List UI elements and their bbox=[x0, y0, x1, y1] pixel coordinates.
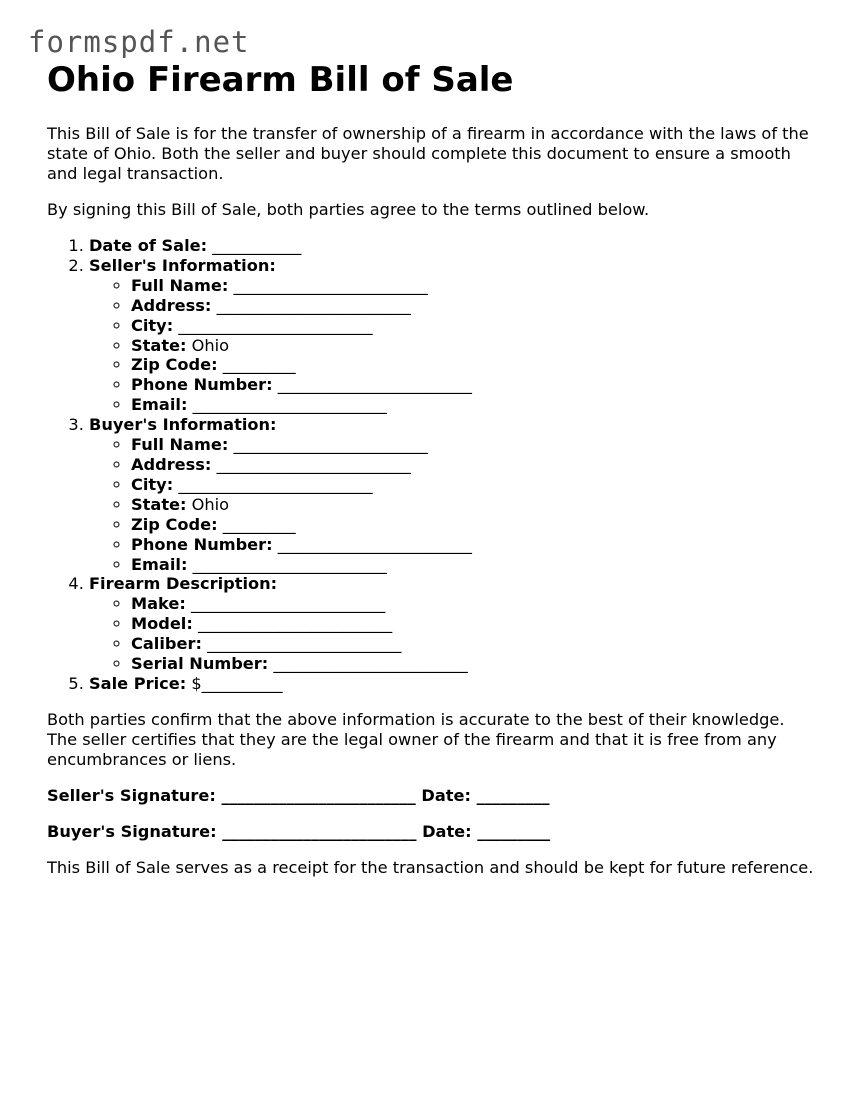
buyer-city-field[interactable]: ________________________ bbox=[178, 474, 373, 494]
buyer-zip bbox=[131, 515, 817, 535]
seller-full-name-field[interactable]: ________________________ bbox=[233, 275, 428, 295]
field-label: State: bbox=[131, 494, 187, 514]
watermark-logo: formspdf.net bbox=[28, 25, 250, 59]
buyer-info-heading: Buyer's Information: bbox=[89, 415, 277, 435]
closing-paragraph: This Bill of Sale serves as a receipt for the transaction and should be kept for future reference. bbox=[47, 857, 814, 877]
seller-address bbox=[131, 296, 817, 316]
field-label: Address: bbox=[131, 295, 212, 315]
firearm-model-field[interactable]: ________________________ bbox=[197, 614, 393, 634]
seller-info-heading: Seller's Information: bbox=[89, 255, 276, 275]
seller-signature-line bbox=[47, 786, 817, 806]
buyer-phone bbox=[131, 535, 817, 555]
field-label: Phone Number: bbox=[131, 375, 273, 395]
date-of-sale-field[interactable]: ___________ bbox=[212, 236, 302, 255]
field-label: Model: bbox=[131, 614, 193, 634]
buyer-address bbox=[131, 455, 817, 475]
firearm-caliber-field[interactable]: ________________________ bbox=[207, 634, 402, 654]
firearm-description-list bbox=[89, 594, 817, 674]
buyer-signature-label: Buyer's Signature: bbox=[47, 821, 217, 841]
buyer-city bbox=[131, 475, 817, 495]
sale-price-item bbox=[89, 674, 817, 694]
page-title: Ohio Firearm Bill of Sale bbox=[47, 60, 514, 100]
firearm-model bbox=[131, 614, 817, 634]
field-label: Make: bbox=[131, 594, 186, 614]
seller-signature-field[interactable]: ________________________ bbox=[221, 785, 416, 805]
intro-paragraph: This Bill of Sale is for the transfer of ownership of a firearm in accordance with the laws of the state of Ohio. Both the seller and buyer should complete this document to ensure a smooth and legal transaction. bbox=[47, 124, 809, 183]
field-label: Phone Number: bbox=[131, 534, 273, 554]
buyer-state bbox=[131, 495, 817, 515]
seller-phone bbox=[131, 375, 817, 395]
buyer-state-value: Ohio bbox=[191, 494, 230, 514]
buyer-zip-field[interactable]: _________ bbox=[222, 514, 296, 534]
buyer-full-name bbox=[131, 435, 817, 455]
seller-city bbox=[131, 316, 817, 336]
field-label: Address: bbox=[131, 454, 212, 474]
buyer-full-name-field[interactable]: ________________________ bbox=[233, 435, 428, 455]
field-label: Email: bbox=[131, 395, 188, 415]
field-label: Zip Code: bbox=[131, 514, 218, 534]
buyer-signature-field[interactable]: ________________________ bbox=[222, 821, 417, 841]
sale-price-label: Sale Price: bbox=[89, 673, 187, 693]
sale-price-field[interactable]: $__________ bbox=[191, 673, 283, 693]
field-label: Serial Number: bbox=[131, 654, 269, 674]
buyer-signature-line bbox=[47, 822, 817, 842]
firearm-make bbox=[131, 594, 817, 614]
firearm-description-item bbox=[89, 574, 817, 674]
seller-state-value: Ohio bbox=[191, 335, 230, 355]
firearm-serial bbox=[131, 654, 817, 674]
buyer-date-label: Date: bbox=[422, 821, 472, 841]
seller-signature-label: Seller's Signature: bbox=[47, 785, 216, 805]
firearm-serial-field[interactable]: ________________________ bbox=[273, 654, 468, 674]
form-fields-list bbox=[47, 236, 817, 694]
seller-zip-field[interactable]: _________ bbox=[222, 355, 296, 375]
seller-date-field[interactable]: _________ bbox=[476, 785, 550, 805]
buyer-address-field[interactable]: ________________________ bbox=[216, 454, 411, 474]
field-label: Full Name: bbox=[131, 275, 229, 295]
field-label: Caliber: bbox=[131, 634, 202, 654]
confirmation-paragraph: Both parties confirm that the above information is accurate to the best of their knowledge. The seller certifies that they are the legal owner of the firearm and that it is free from any encumbrances or liens. bbox=[47, 709, 785, 769]
agreement-paragraph: By signing this Bill of Sale, both parties agree to the terms outlined below. bbox=[47, 200, 650, 219]
seller-info-item bbox=[89, 256, 817, 415]
seller-full-name bbox=[131, 276, 817, 296]
field-label: Zip Code: bbox=[131, 355, 218, 375]
seller-address-field[interactable]: ________________________ bbox=[216, 295, 411, 315]
field-label: City: bbox=[131, 474, 174, 494]
firearm-caliber bbox=[131, 634, 817, 654]
seller-phone-field[interactable]: ________________________ bbox=[277, 375, 473, 395]
firearm-description-heading: Firearm Description: bbox=[89, 574, 278, 594]
field-label: State: bbox=[131, 335, 187, 355]
seller-date-label: Date: bbox=[421, 785, 471, 805]
seller-city-field[interactable]: ________________________ bbox=[178, 315, 373, 335]
firearm-make-field[interactable]: ________________________ bbox=[190, 594, 386, 614]
seller-email-field[interactable]: ________________________ bbox=[192, 395, 387, 415]
document bbox=[47, 60, 817, 878]
field-label: Email: bbox=[131, 554, 188, 574]
field-label: Full Name: bbox=[131, 435, 229, 455]
seller-state bbox=[131, 336, 817, 356]
buyer-info-list bbox=[89, 435, 817, 574]
buyer-info-item bbox=[89, 415, 817, 574]
buyer-date-field[interactable]: _________ bbox=[477, 821, 551, 841]
date-of-sale-label: Date of Sale: bbox=[89, 236, 208, 255]
buyer-phone-field[interactable]: ________________________ bbox=[277, 534, 473, 554]
seller-email bbox=[131, 395, 817, 415]
seller-zip bbox=[131, 355, 817, 375]
seller-info-list bbox=[89, 276, 817, 415]
date-of-sale-item bbox=[89, 236, 817, 256]
buyer-email bbox=[131, 555, 817, 575]
buyer-email-field[interactable]: ________________________ bbox=[192, 554, 387, 574]
field-label: City: bbox=[131, 315, 174, 335]
